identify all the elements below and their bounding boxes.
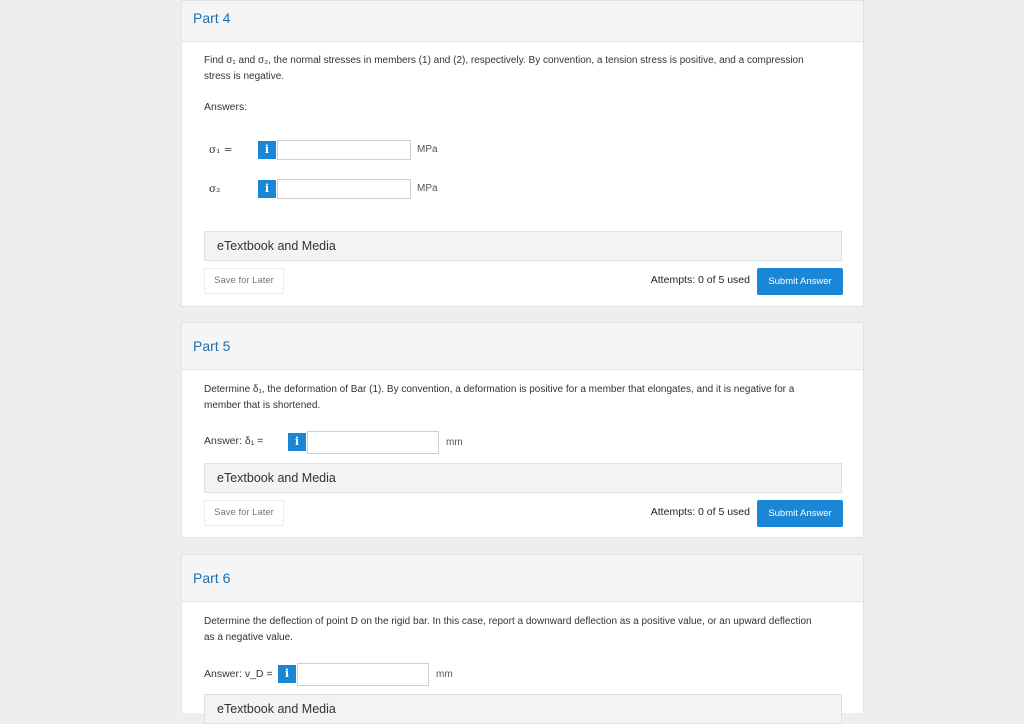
delta1-info-icon[interactable]: i [288, 433, 306, 451]
sigma2-info-icon[interactable]: i [258, 180, 276, 198]
delta1-unit: mm [446, 437, 463, 448]
part4-submit-answer-button[interactable]: Submit Answer [757, 268, 843, 295]
sigma1-input[interactable] [277, 140, 411, 160]
part5-save-for-later-button[interactable]: Save for Later [204, 500, 284, 526]
part5-submit-answer-button[interactable]: Submit Answer [757, 500, 843, 527]
part5-header [182, 323, 863, 370]
sigma1-label: σ₁ = [209, 144, 233, 156]
part5-etextbook-media[interactable]: eTextbook and Media [204, 463, 842, 493]
part4-panel [181, 0, 864, 307]
part5-question: Determine δ₁, the deformation of Bar (1). By convention, a deformation is positive for a member that elongates, and it is negative for a member that is shortened. [204, 384, 795, 411]
part4-etextbook-media[interactable]: eTextbook and Media [204, 231, 842, 261]
part6-header [182, 555, 863, 602]
sigma1-unit: MPa [417, 144, 438, 155]
answers-label: Answers: [204, 101, 248, 113]
vd-info-icon[interactable]: i [278, 665, 296, 683]
part5-panel [181, 322, 864, 538]
part5-attempts: Attempts: 0 of 5 used [650, 506, 750, 518]
part4-header [182, 1, 863, 42]
sigma2-unit: MPa [417, 183, 438, 194]
part4-attempts: Attempts: 0 of 5 used [650, 274, 750, 286]
vd-input[interactable] [297, 663, 429, 686]
part5-title: Part 5 [193, 338, 231, 354]
part4-question: Find σ₁ and σ₂, the normal stresses in members (1) and (2), respectively. By convention, a tension stress is positive, and a compression stress is negative. [204, 55, 804, 82]
vd-label: Answer: v_D = [204, 668, 273, 680]
part4-save-for-later-button[interactable]: Save for Later [204, 268, 284, 294]
sigma1-info-icon[interactable]: i [258, 141, 276, 159]
sigma2-input[interactable] [277, 179, 411, 199]
part6-question: Determine the deflection of point D on the rigid bar. In this case, report a downward deflection as a positive value, or an upward deflection as a negative value. [204, 616, 812, 643]
delta1-input[interactable] [307, 431, 439, 454]
vd-unit: mm [436, 669, 453, 680]
part6-etextbook-media[interactable]: eTextbook and Media [204, 694, 842, 724]
delta1-label: Answer: δ₁ = [204, 435, 264, 447]
sigma2-label: σ₂ [209, 183, 221, 195]
part6-title: Part 6 [193, 570, 231, 586]
part6-panel [181, 554, 864, 716]
part4-title: Part 4 [193, 10, 231, 26]
